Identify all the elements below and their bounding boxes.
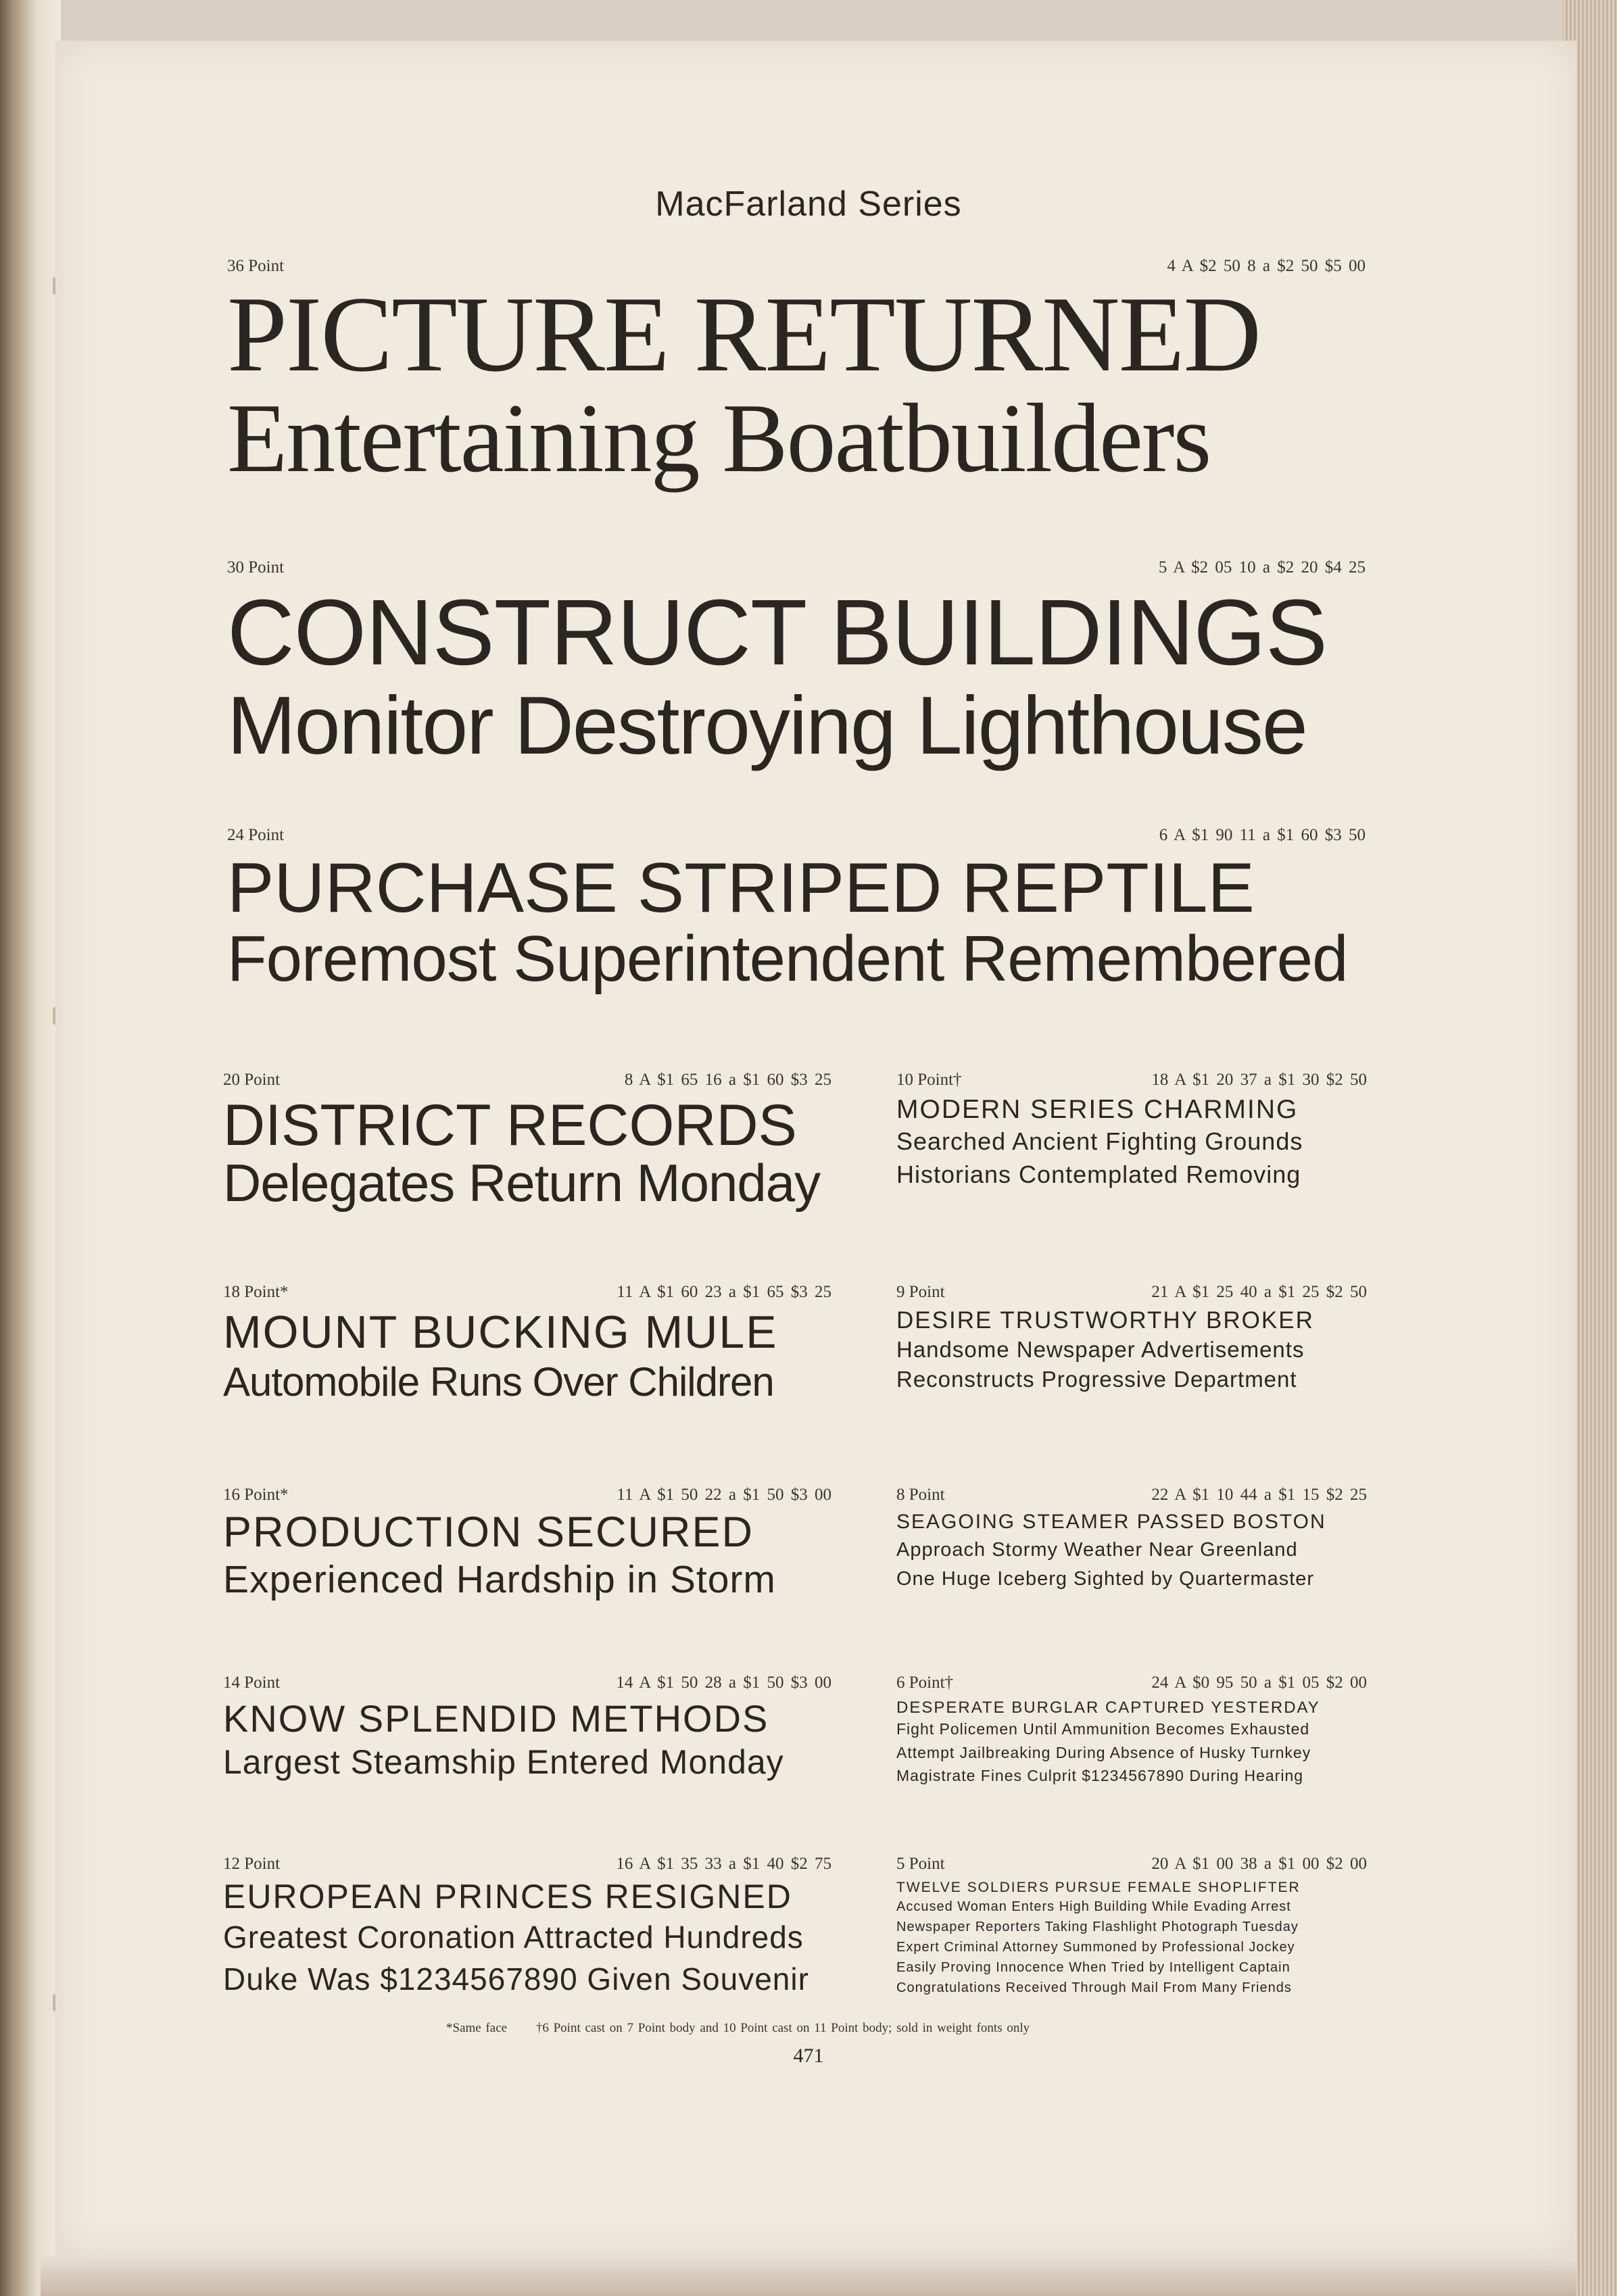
- specimen-uppercase: PICTURE RETURNED: [227, 274, 1260, 394]
- specimen-uppercase: CONSTRUCT BUILDINGS: [227, 581, 1327, 685]
- specimen-30-point: [227, 558, 1366, 771]
- price-label: 22 A $1 10 44 a $1 15 $2 25: [1151, 1486, 1367, 1504]
- specimen-6-point: [896, 1674, 1367, 1788]
- specimen-lowercase-line-2: Duke Was $1234567890 Given Souvenir: [223, 1961, 809, 1997]
- price-label: 4 A $2 50 8 a $2 50 $5 00: [1167, 257, 1366, 275]
- specimen-8-point: [896, 1486, 1367, 1594]
- specimen-meta: [227, 257, 1366, 276]
- specimen-24-point: [227, 826, 1366, 994]
- specimen-lowercase-line-3: Magistrate Fines Culprit $1234567890 During Hearing: [896, 1767, 1304, 1785]
- footnote-same-face: *Same face: [446, 2021, 508, 2035]
- specimen-uppercase: MOUNT BUCKING MULE: [223, 1306, 778, 1358]
- specimen-lowercase-line-2: Historians Contemplated Removing: [896, 1160, 1301, 1188]
- size-label: 16 Point*: [223, 1486, 289, 1504]
- page-number: 471: [793, 2045, 824, 2067]
- price-label: 8 A $1 65 16 a $1 60 $3 25: [624, 1071, 831, 1089]
- size-label: 36 Point: [227, 257, 285, 275]
- price-label: 24 A $0 95 50 a $1 05 $2 00: [1151, 1674, 1367, 1692]
- specimen-uppercase: KNOW SPLENDID METHODS: [223, 1697, 769, 1740]
- specimen-18-point: [223, 1283, 831, 1403]
- specimen-meta: [896, 1674, 1367, 1692]
- specimen-lowercase-line-1: Approach Stormy Weather Near Greenland: [896, 1538, 1298, 1561]
- specimen-36-point: [227, 257, 1366, 493]
- size-label: 20 Point: [223, 1071, 281, 1089]
- price-label: 20 A $1 00 38 a $1 00 $2 00: [1151, 1855, 1367, 1873]
- specimen-uppercase: DESIRE TRUSTWORTHY BROKER: [896, 1307, 1314, 1334]
- specimen-lowercase: Experienced Hardship in Storm: [223, 1558, 776, 1602]
- footnote-body-size: †6 Point cast on 7 Point body and 10 Point cast on 11 Point body; sold in weight fonts only: [535, 2021, 1030, 2035]
- page-title: MacFarland Series: [655, 185, 962, 224]
- price-label: 21 A $1 25 40 a $1 25 $2 50: [1151, 1283, 1367, 1301]
- specimen-lowercase-line-1: Accused Woman Enters High Building While Evading Arrest: [896, 1899, 1291, 1915]
- specimen-lowercase-line-2: Attempt Jailbreaking During Absence of Husky Turnkey: [896, 1743, 1311, 1761]
- size-label: 24 Point: [227, 826, 285, 844]
- specimen-meta: [896, 1855, 1367, 1874]
- specimen-lowercase-line-1: Searched Ancient Fighting Grounds: [896, 1127, 1303, 1155]
- specimen-lowercase-line-5: Congratulations Received Through Mail From Many Friends: [896, 1980, 1292, 1996]
- specimen-meta: [227, 826, 1366, 845]
- specimen-lowercase-line-4: Easily Proving Innocence When Tried by Intelligent Captain: [896, 1960, 1290, 1976]
- specimen-uppercase: PURCHASE STRIPED REPTILE: [227, 849, 1255, 927]
- specimen-16-point: [223, 1486, 831, 1601]
- specimen-meta: [223, 1674, 831, 1692]
- specimen-lowercase: Automobile Runs Over Children: [223, 1359, 774, 1405]
- specimen-meta: [223, 1855, 831, 1874]
- specimen-12-point: [223, 1855, 831, 2000]
- specimen-lowercase-line-3: Expert Criminal Attorney Summoned by Professional Jockey: [896, 1940, 1295, 1955]
- specimen-20-point: [223, 1071, 831, 1211]
- specimen-lowercase-line-2: Newspaper Reporters Taking Flashlight Photograph Tuesday: [896, 1920, 1299, 1935]
- specimen-uppercase: PRODUCTION SECURED: [223, 1509, 754, 1556]
- specimen-lowercase-line-1: Fight Policemen Until Ammunition Becomes Exhausted: [896, 1720, 1310, 1738]
- specimen-14-point: [223, 1674, 831, 1780]
- specimen-uppercase: DESPERATE BURGLAR CAPTURED YESTERDAY: [896, 1699, 1320, 1717]
- size-label: 12 Point: [223, 1855, 281, 1873]
- specimen-lowercase: Foremost Superintendent Remembered: [227, 923, 1348, 996]
- size-label: 14 Point: [223, 1674, 281, 1692]
- price-label: 11 A $1 50 22 a $1 50 $3 00: [617, 1486, 831, 1504]
- specimen-uppercase: MODERN SERIES CHARMING: [896, 1095, 1299, 1124]
- price-label: 16 A $1 35 33 a $1 40 $2 75: [616, 1855, 831, 1873]
- specimen-uppercase: DISTRICT RECORDS: [223, 1093, 797, 1158]
- specimen-meta: [896, 1071, 1367, 1090]
- specimen-lowercase: Monitor Destroying Lighthouse: [227, 679, 1307, 771]
- specimen-lowercase-line-2: Reconstructs Progressive Department: [896, 1367, 1297, 1392]
- specimen-lowercase: Largest Steamship Entered Monday: [223, 1742, 784, 1781]
- price-label: 14 A $1 50 28 a $1 50 $3 00: [616, 1674, 831, 1692]
- specimen-lowercase-line-2: One Huge Iceberg Sighted by Quartermaster: [896, 1568, 1315, 1590]
- specimen-9-point: [896, 1283, 1367, 1395]
- price-label: 18 A $1 20 37 a $1 30 $2 50: [1151, 1071, 1367, 1089]
- price-label: 5 A $2 05 10 a $2 20 $4 25: [1158, 558, 1366, 577]
- size-label: 8 Point: [896, 1486, 945, 1504]
- specimen-meta: [223, 1486, 831, 1505]
- specimen-meta: [896, 1283, 1367, 1302]
- specimen-5-point: [896, 1855, 1367, 1998]
- specimen-meta: [896, 1486, 1367, 1505]
- size-label: 10 Point†: [896, 1071, 962, 1089]
- specimen-10-point: [896, 1071, 1367, 1191]
- specimen-uppercase: SEAGOING STEAMER PASSED BOSTON: [896, 1511, 1326, 1533]
- size-label: 18 Point*: [223, 1283, 289, 1301]
- specimen-lowercase-line-1: Greatest Coronation Attracted Hundreds: [223, 1919, 804, 1955]
- size-label: 9 Point: [896, 1283, 945, 1301]
- specimen-lowercase-line-1: Handsome Newspaper Advertisements: [896, 1336, 1305, 1362]
- specimen-lowercase: Delegates Return Monday: [223, 1153, 821, 1213]
- footnote: [446, 2021, 1054, 2036]
- specimen-lowercase: Entertaining Boatbuilders: [227, 383, 1211, 493]
- specimen-meta: [223, 1071, 831, 1090]
- price-label: 6 A $1 90 11 a $1 60 $3 50: [1159, 826, 1366, 844]
- specimen-uppercase: EUROPEAN PRINCES RESIGNED: [223, 1878, 792, 1915]
- specimen-uppercase: TWELVE SOLDIERS PURSUE FEMALE SHOPLIFTER: [896, 1880, 1301, 1895]
- specimen-meta: [227, 558, 1366, 577]
- price-label: 11 A $1 60 23 a $1 65 $3 25: [617, 1283, 831, 1301]
- size-label: 6 Point†: [896, 1674, 954, 1692]
- size-label: 5 Point: [896, 1855, 945, 1873]
- specimen-meta: [223, 1283, 831, 1302]
- size-label: 30 Point: [227, 558, 285, 577]
